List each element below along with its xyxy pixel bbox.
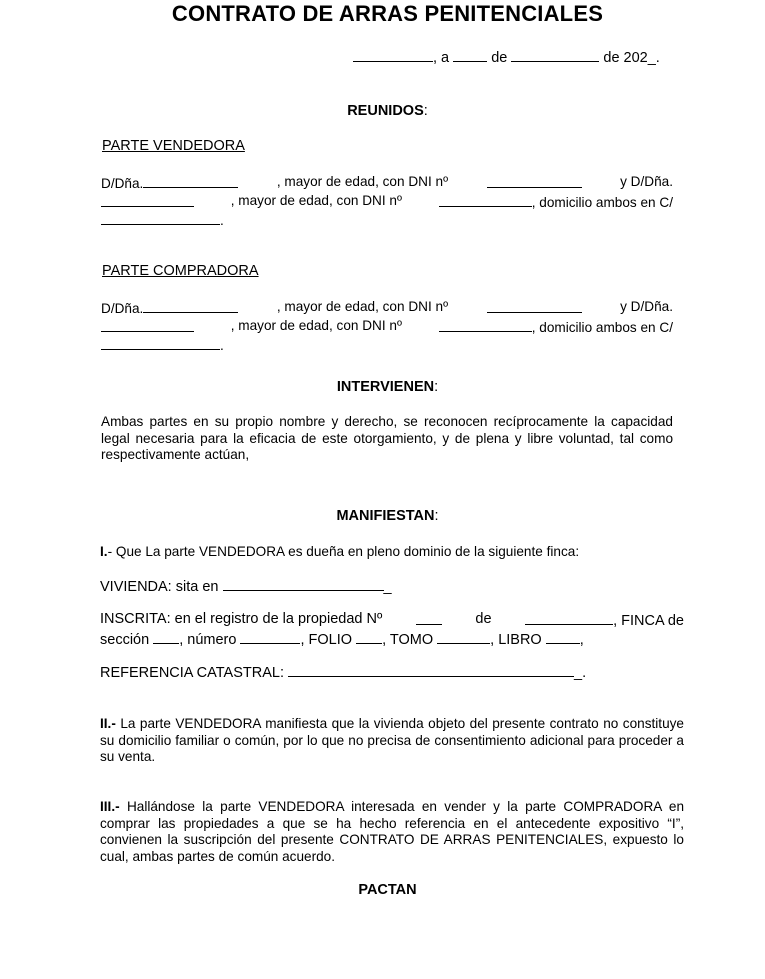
referencia-line: REFERENCIA CATASTRAL: _. xyxy=(100,665,587,681)
compradora-paragraph: D/Dña. , mayor de edad, con DNI nº y D/Dña. , mayor de edad, con DNI nº , domicilio ambos en C/ . xyxy=(101,299,673,353)
tomo-blank[interactable] xyxy=(437,630,490,644)
numero-blank[interactable] xyxy=(240,630,300,644)
vendedora-heading: PARTE VENDEDORA xyxy=(102,138,245,154)
seller2-dni-blank[interactable] xyxy=(439,193,532,207)
reunidos-heading: REUNIDOS: xyxy=(347,103,428,119)
registro-number-blank[interactable] xyxy=(416,611,442,625)
folio-blank[interactable] xyxy=(356,630,382,644)
vivienda-address-blank[interactable] xyxy=(223,577,384,591)
buyer2-name-blank[interactable] xyxy=(101,318,194,332)
day-blank[interactable] xyxy=(453,48,487,62)
buyer1-dni-blank[interactable] xyxy=(487,299,582,313)
seccion-blank[interactable] xyxy=(153,630,179,644)
buyer2-dni-blank[interactable] xyxy=(439,318,532,332)
registro-place-blank[interactable] xyxy=(525,611,613,625)
buyer-address-blank[interactable] xyxy=(101,336,220,350)
buyer1-name-blank[interactable] xyxy=(143,299,238,313)
inscrita-block: INSCRITA: en el registro de la propiedad Nº de , FINCA de sección , número , FOLIO , TOMO , LIBRO , xyxy=(100,611,684,648)
pactan-heading: PACTAN xyxy=(358,882,417,898)
seller1-name-blank[interactable] xyxy=(143,174,238,188)
compradora-heading: PARTE COMPRADORA xyxy=(102,263,259,279)
libro-blank[interactable] xyxy=(546,630,580,644)
seller2-name-blank[interactable] xyxy=(101,193,194,207)
intervienen-heading: INTERVIENEN: xyxy=(336,379,439,395)
referencia-blank[interactable] xyxy=(288,663,574,677)
intervienen-paragraph: Ambas partes en su propio nombre y derecho, se reconocen recíprocamente la capacidad legal necesaria para la eficacia de este otorgamiento, y de plena y libre voluntad, tal como respectivamente actúan, xyxy=(101,414,673,462)
seller-address-blank[interactable] xyxy=(101,211,220,225)
clause-iii: III.- Hallándose la parte VENDEDORA interesada en vender y la parte COMPRADORA en comprar las propiedades a que se ha hecho referencia en el antecedente expositivo “I”, convienen la suscripción del presente CONTRATO DE ARRAS PENITENCIALES, expuesto lo cual, ambas partes de común acuerdo. xyxy=(100,799,685,864)
vendedora-paragraph: D/Dña. , mayor de edad, con DNI nº y D/Dña. , mayor de edad, con DNI nº , domicilio ambos en C/ . xyxy=(101,174,673,228)
vivienda-line: VIVIENDA: sita en _ xyxy=(100,579,392,595)
month-blank[interactable] xyxy=(511,48,599,62)
place-blank[interactable] xyxy=(353,48,433,62)
seller1-dni-blank[interactable] xyxy=(487,174,582,188)
clause-i: I.- Que La parte VENDEDORA es dueña en pleno dominio de la siguiente finca: xyxy=(100,544,580,559)
manifiestan-heading: MANIFIESTAN: xyxy=(336,508,439,524)
document-title: CONTRATO DE ARRAS PENITENCIALES xyxy=(171,1,604,26)
clause-ii: II.- La parte VENDEDORA manifiesta que la vivienda objeto del presente contrato no constituye su domicilio familiar o común, por lo que no precisa de consentimiento adicional para proceder a su venta. xyxy=(100,716,684,764)
date-line: , a de de 202_. xyxy=(353,48,660,66)
